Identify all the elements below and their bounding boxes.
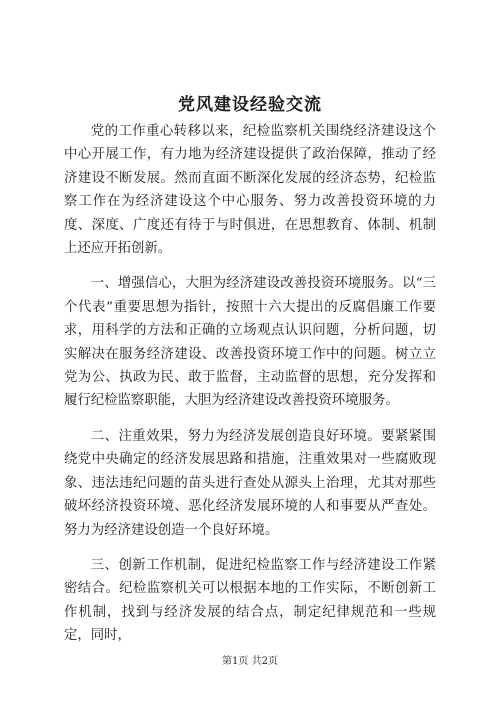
paragraph-section-3: 三、创新工作机制，促进纪检监察工作与经济建设工作紧密结合。纪检监察机关可以根据本地的工作实际，不断创新工作机制，找到与经济发展的结合点，制定纪律规范和一些规定，同时，: [64, 557, 436, 644]
paragraph-intro: 党的工作重心转移以来，纪检监察机关围绕经济建设这个中心开展工作，有力地为经济建设提供了政治保障，推动了经济建设不断发展。然而直面不断深化发展的经济态势，纪检监察工作在为经济建设这个中心服务、努力改善投资环境的力度、深度、广度还有待于与时俱进，在思想教育、体制、机制上还应开拓创新。: [64, 124, 436, 257]
page-number-footer: 第1页 共2页: [222, 656, 278, 667]
paragraph-section-1: 一、增强信心，大胆为经济建设改善投资环境服务。以“三个代表”重要思想为指针，按照十六大提出的反腐倡廉工作要求，用科学的方法和正确的立场观点认识问题，分析问题，切实解决在服务经济建设、改善投资环境工作中的问题。树立立党为公、执政为民、敢于监督，主动监督的思想，充分发挥和履行纪检监察职能，大胆为经济建设改善投资环境服务。: [64, 276, 436, 409]
paragraph-section-2: 二、注重效果，努力为经济发展创造良好环境。要紧紧围绕党中央确定的经济发展思路和措施，注重效果对一些腐败现象、违法违纪问题的苗头进行查处从源头上治理，尤其对那些破坏经济投资环境、恶化经济发展环境的人和事要从严查处。努力为经济建设创造一个良好环境。: [64, 428, 436, 538]
document-title: 党风建设经验交流: [178, 95, 322, 115]
document-body: [64, 120, 436, 660]
